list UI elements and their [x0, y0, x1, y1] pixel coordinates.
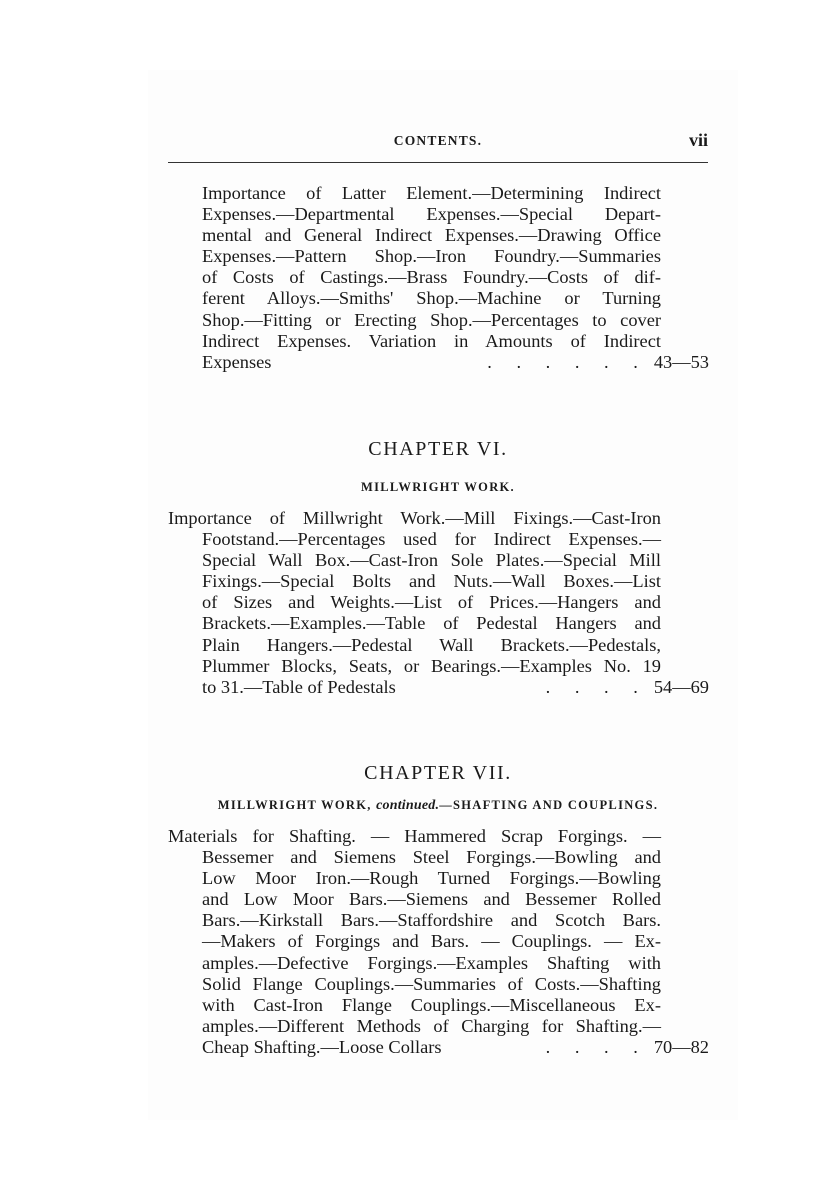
toc-line-last	[168, 352, 709, 373]
toc-line: Importance of Millwright Work.—Mill Fixings.—Cast-Iron	[168, 508, 661, 528]
toc-line: Plain Hangers.—Pedestal Wall Brackets.—Pedestals,	[202, 634, 661, 655]
page-title: CONTENTS.	[393, 133, 483, 148]
toc-line: Expenses.—Pattern Shop.—Iron Foundry.—Summaries	[202, 246, 661, 267]
toc-entry-chapter-5-continued	[168, 183, 709, 373]
toc-line: Solid Flange Couplings.—Summaries of Costs.—Shafting	[202, 973, 661, 994]
toc-line: Expenses.—Departmental Expenses.—Special Depart-	[202, 204, 661, 225]
leader-dots: . . . .	[545, 676, 648, 697]
page-range-value: 70—82	[653, 1036, 709, 1057]
toc-line: of Sizes and Weights.—List of Prices.—Hangers and	[202, 592, 661, 613]
chapter-7-subtitle-part: —SHAFTING AND COUPLINGS.	[439, 798, 659, 812]
toc-line: —Makers of Forgings and Bars. — Couplings. — Ex-	[202, 931, 661, 952]
toc-line: of Costs of Castings.—Brass Foundry.—Costs of dif-	[202, 267, 661, 288]
toc-line: Bars.—Kirkstall Bars.—Staffordshire and Scotch Bars.	[202, 910, 661, 931]
header-rule	[168, 162, 708, 163]
toc-line: Indirect Expenses. Variation in Amounts of Indirect	[202, 330, 661, 351]
toc-line: amples.—Different Methods of Charging for Shafting.—	[202, 1015, 661, 1036]
toc-line: Brackets.—Examples.—Table of Pedestal Hangers and	[202, 613, 661, 634]
toc-line-text: to 31.—Table of Pedestals	[202, 676, 396, 697]
toc-line: Fixings.—Special Bolts and Nuts.—Wall Boxes.—List	[202, 571, 661, 592]
chapter-7-heading: CHAPTER VII.	[364, 762, 512, 784]
leader-dots: . . . .	[545, 1036, 648, 1057]
page-range-value: 43—53	[653, 351, 709, 372]
toc-line: Bessemer and Siemens Steel Forgings.—Bowling and	[202, 847, 661, 868]
running-head	[168, 130, 708, 153]
page-range	[487, 352, 709, 373]
toc-line: Materials for Shafting. — Hammered Scrap Forgings. —	[168, 826, 661, 846]
toc-line: Shop.—Fitting or Erecting Shop.—Percentages to cover	[202, 309, 661, 330]
toc-entry-chapter-7	[168, 826, 709, 1058]
leader-dots: . . . . . .	[487, 351, 648, 372]
toc-line: Footstand.—Percentages used for Indirect Expenses.—	[202, 529, 661, 550]
chapter-6-heading: CHAPTER VI.	[368, 438, 508, 460]
toc-entry-chapter-6	[168, 508, 709, 698]
chapter-7-subtitle	[168, 798, 708, 814]
toc-line: and Low Moor Bars.—Siemens and Bessemer Rolled	[202, 889, 661, 910]
page-range	[546, 677, 709, 698]
toc-line-last	[168, 677, 709, 698]
chapter-7-subtitle-italic: continued.	[376, 798, 440, 813]
toc-line: mental and General Indirect Expenses.—Drawing Office	[202, 225, 661, 246]
toc-line: ferent Alloys.—Smiths' Shop.—Machine or Turning	[202, 288, 661, 309]
toc-line-last	[168, 1037, 709, 1058]
toc-line: Plummer Blocks, Seats, or Bearings.—Examples No. 19	[202, 655, 661, 676]
toc-line-text: Cheap Shafting.—Loose Collars	[202, 1036, 442, 1057]
toc-line: Importance of Latter Element.—Determining Indirect	[202, 183, 661, 203]
toc-line: Low Moor Iron.—Rough Turned Forgings.—Bowling	[202, 868, 661, 889]
toc-line: with Cast-Iron Flange Couplings.—Miscellaneous Ex-	[202, 994, 661, 1015]
toc-line-text: Expenses	[202, 351, 272, 372]
page-number: vii	[688, 130, 708, 150]
page-range-value: 54—69	[653, 676, 709, 697]
chapter-6-subtitle: MILLWRIGHT WORK.	[361, 480, 515, 494]
page-range	[546, 1037, 709, 1058]
chapter-7-subtitle-part: MILLWRIGHT WORK,	[217, 798, 377, 812]
toc-line: Special Wall Box.—Cast-Iron Sole Plates.—Special Mill	[202, 550, 661, 571]
toc-line: amples.—Defective Forgings.—Examples Shafting with	[202, 952, 661, 973]
